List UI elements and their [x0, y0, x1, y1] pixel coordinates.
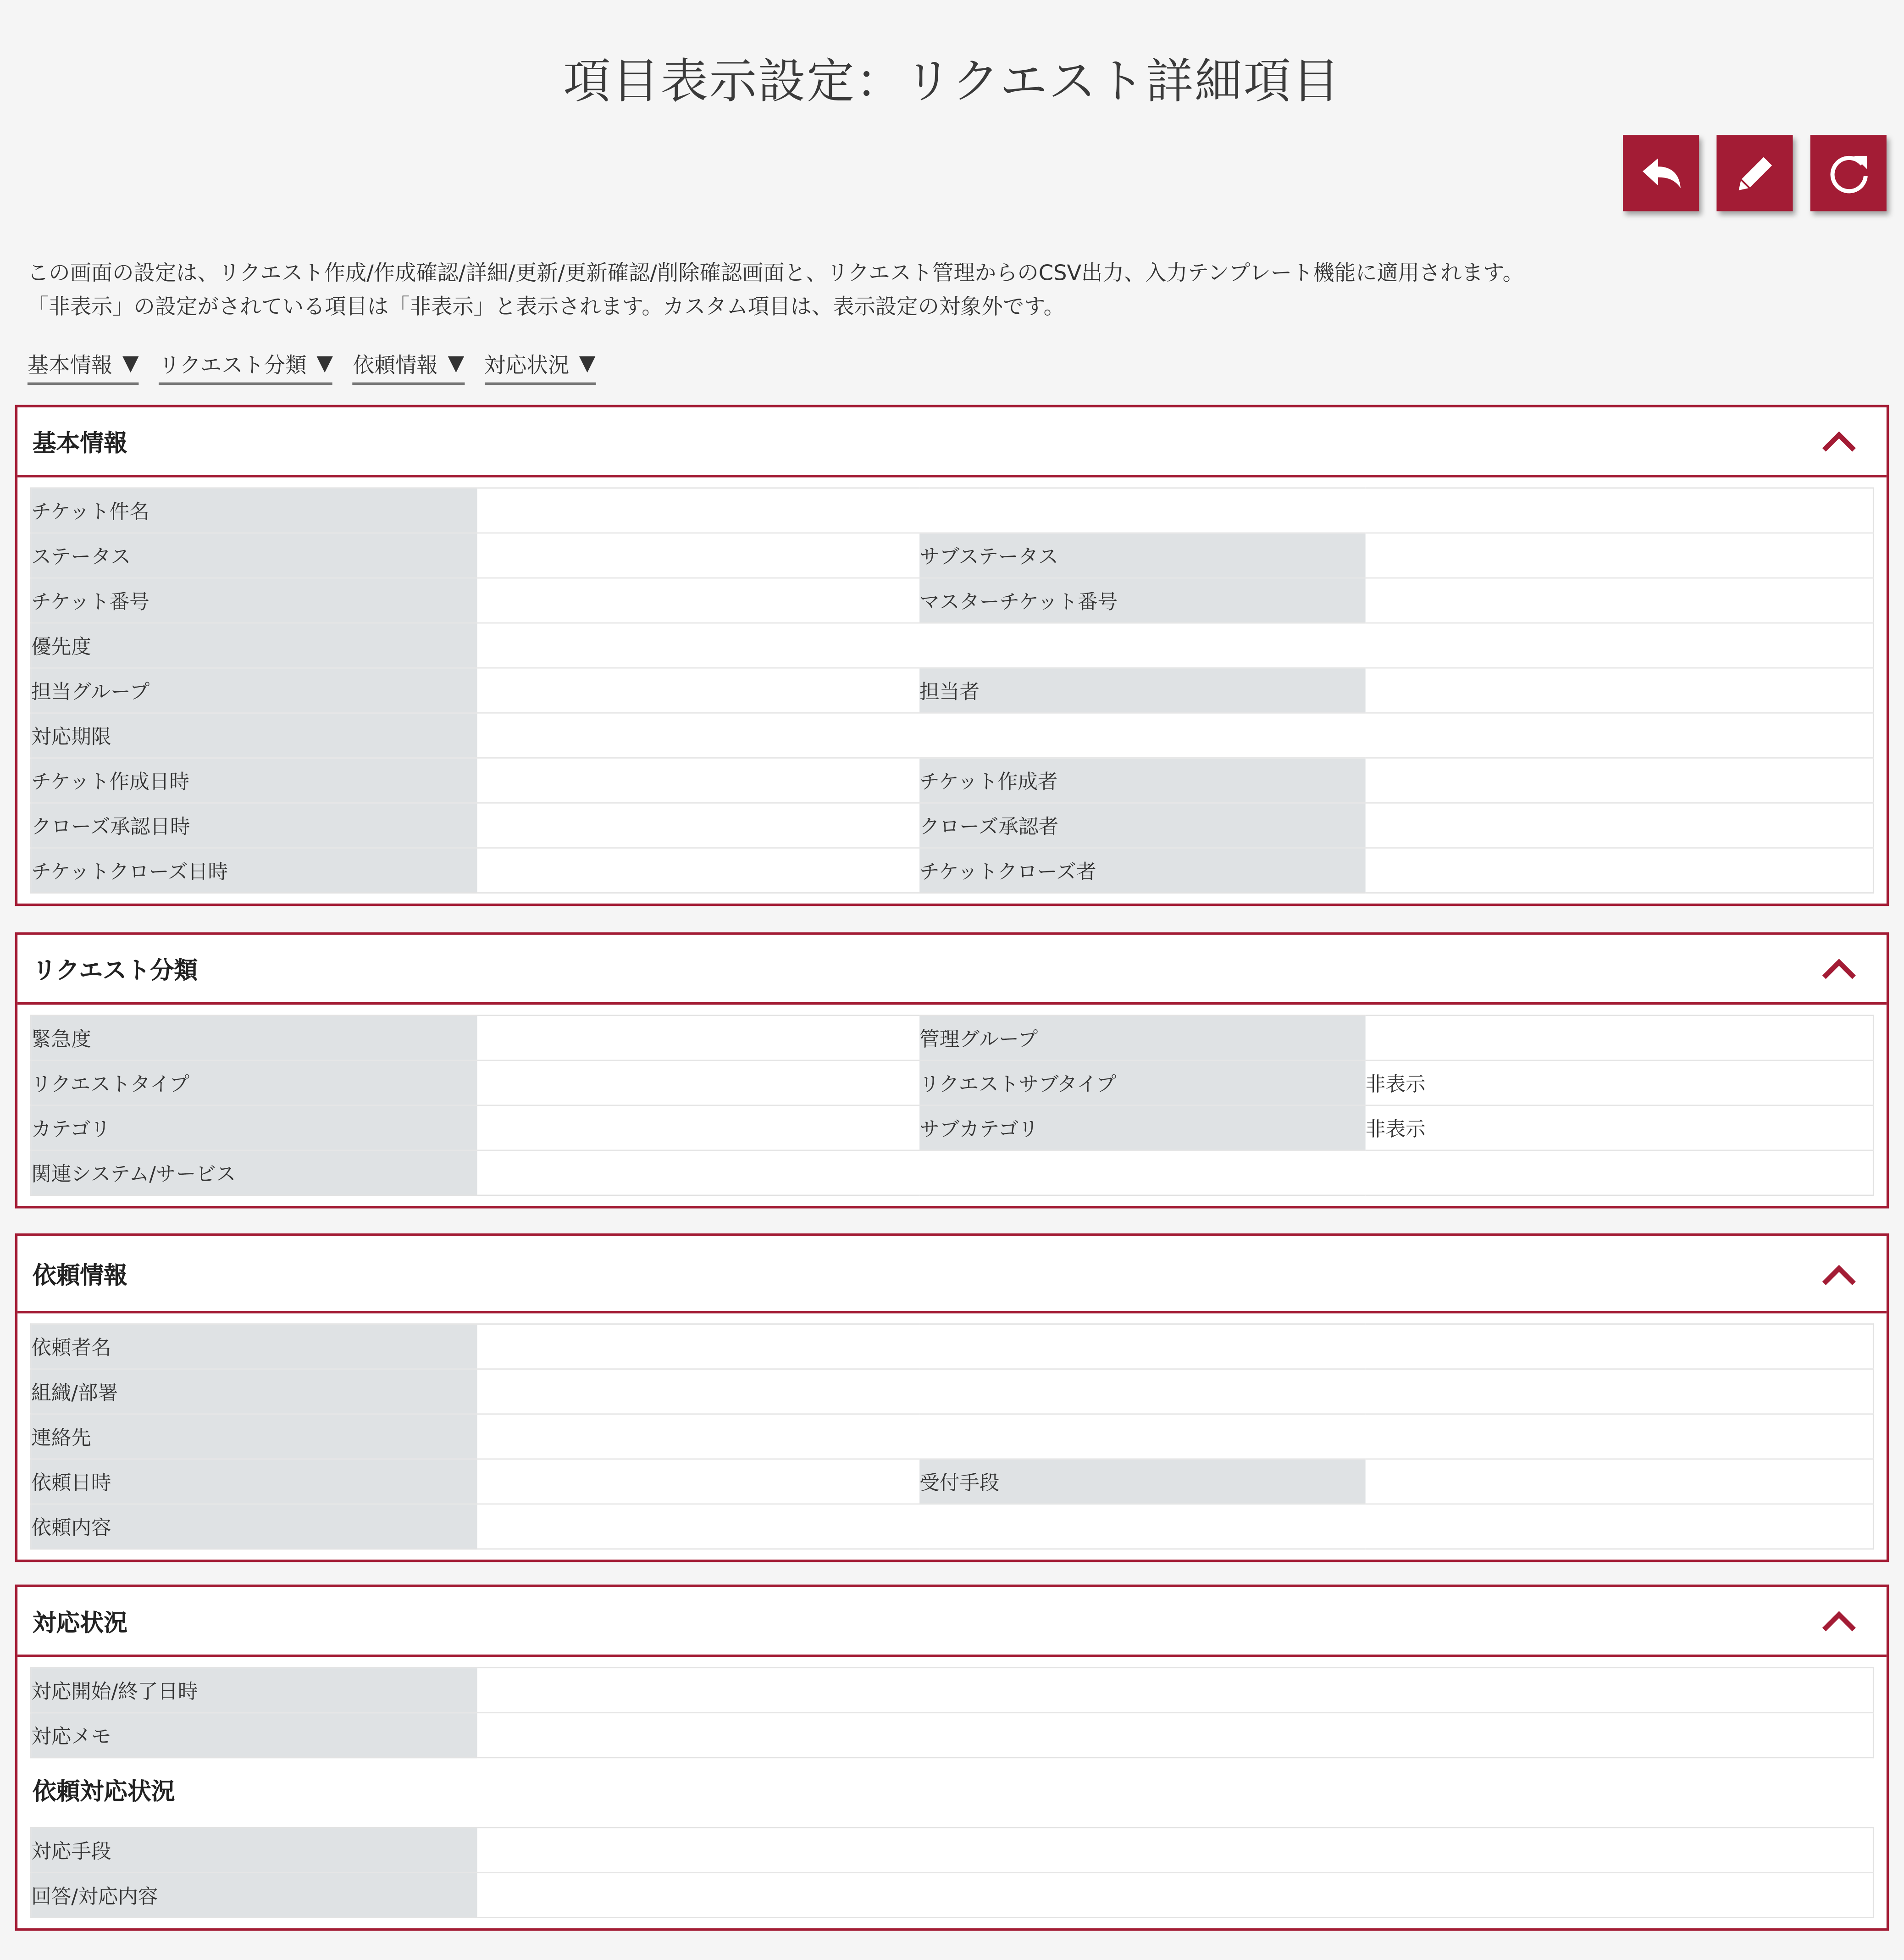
field-value: [477, 1369, 1874, 1414]
field-value-hidden: 非表示: [1366, 1105, 1873, 1150]
table-row: [31, 1016, 1873, 1061]
field-label: サブカテゴリ: [919, 1105, 1366, 1150]
notice-text: [28, 257, 1524, 325]
field-label: 対応期限: [31, 713, 477, 758]
subsection-title: 依頼対応状況: [32, 1778, 175, 1806]
section-title: 依頼情報: [32, 1261, 127, 1289]
field-value: [477, 758, 919, 803]
field-value: [477, 1105, 919, 1150]
field-table: [30, 1667, 1874, 1758]
refresh-icon: [1825, 150, 1872, 197]
jump-link-basic[interactable]: [28, 347, 139, 385]
field-label: 対応開始/終了日時: [31, 1668, 477, 1713]
field-label: クローズ承認者: [919, 803, 1366, 848]
triangle-down-icon: ▼: [316, 350, 333, 376]
chevron-up-icon[interactable]: [1821, 1263, 1856, 1286]
field-value: [477, 578, 919, 623]
table-row: [31, 1873, 1873, 1918]
jump-link-label: 基本情報: [27, 354, 113, 379]
chevron-up-icon[interactable]: [1821, 957, 1856, 980]
field-value: [477, 488, 1874, 533]
table-row: [31, 668, 1873, 713]
field-value: [1366, 803, 1873, 848]
chevron-up-icon[interactable]: [1821, 430, 1856, 452]
field-table: [30, 488, 1874, 894]
field-value: [477, 803, 919, 848]
field-label: 依頼日時: [31, 1459, 477, 1504]
notice-line-2: 「非表示」の設定がされている項目は「非表示」と表示されます。カスタム項目は、表示設定の対象外です。: [27, 294, 1065, 320]
field-value-hidden: 非表示: [1366, 1061, 1873, 1105]
field-value: [477, 1668, 1874, 1713]
table-row: [31, 1668, 1873, 1713]
jump-link-classification[interactable]: [159, 347, 333, 385]
jump-link-label: 対応状況: [484, 354, 570, 379]
page-title: 項目表示設定：リクエスト詳細項目: [563, 54, 1341, 109]
field-label: チケット番号: [31, 578, 477, 623]
field-value: [477, 668, 919, 713]
table-row: [31, 578, 1873, 623]
field-label: 依頼内容: [31, 1504, 477, 1549]
field-value: [477, 713, 1874, 758]
table-row: [31, 848, 1873, 893]
section-header[interactable]: [17, 1236, 1887, 1313]
field-table: [30, 1323, 1874, 1549]
field-value: [477, 1414, 1874, 1459]
field-label: チケットクローズ者: [919, 848, 1366, 893]
field-value: [1366, 668, 1873, 713]
field-label: ステータス: [31, 533, 477, 578]
jump-link-label: リクエスト分類: [159, 354, 307, 379]
table-row: [31, 488, 1873, 533]
table-row: [31, 533, 1873, 578]
section-header[interactable]: [17, 407, 1887, 478]
section-title: 基本情報: [32, 429, 127, 457]
table-row: [31, 1713, 1873, 1758]
table-row: [31, 1150, 1873, 1195]
field-label: 依頼者名: [31, 1324, 477, 1369]
back-button[interactable]: [1623, 135, 1699, 211]
jump-link-label: 依頼情報: [353, 354, 438, 379]
field-value: [1366, 758, 1873, 803]
field-label: 担当者: [919, 668, 1366, 713]
triangle-down-icon: ▼: [122, 350, 139, 376]
field-label: クローズ承認日時: [31, 803, 477, 848]
table-row: [31, 1827, 1873, 1872]
triangle-down-icon: ▼: [448, 350, 465, 376]
field-value: [1366, 848, 1873, 893]
field-value: [477, 1827, 1874, 1872]
field-label: サブステータス: [919, 533, 1366, 578]
field-value: [477, 533, 919, 578]
field-value: [1366, 1459, 1873, 1504]
section-request-info: [15, 1233, 1889, 1562]
field-label: チケットクローズ日時: [31, 848, 477, 893]
field-value: [477, 1150, 1874, 1195]
field-label: 受付手段: [919, 1459, 1366, 1504]
field-label: 対応手段: [31, 1827, 477, 1872]
field-label: 優先度: [31, 623, 477, 668]
reply-arrow-icon: [1637, 150, 1685, 197]
section-request-classification: [15, 932, 1889, 1208]
field-value: [477, 1324, 1874, 1369]
field-value: [477, 848, 919, 893]
field-label: 連絡先: [31, 1414, 477, 1459]
table-row: [31, 1105, 1873, 1150]
field-label: 関連システム/サービス: [31, 1150, 477, 1195]
field-table: [30, 1827, 1874, 1918]
field-label: カテゴリ: [31, 1105, 477, 1150]
table-row: [31, 1324, 1873, 1369]
field-label: リクエストサブタイプ: [919, 1061, 1366, 1105]
field-label: 担当グループ: [31, 668, 477, 713]
section-status: [15, 1585, 1889, 1931]
table-row: [31, 1061, 1873, 1105]
toolbar: [1623, 135, 1887, 211]
field-label: リクエストタイプ: [31, 1061, 477, 1105]
section-header[interactable]: [17, 935, 1887, 1005]
table-row: [31, 623, 1873, 668]
field-value: [477, 623, 1874, 668]
field-label: 組織/部署: [31, 1369, 477, 1414]
edit-button[interactable]: [1716, 135, 1793, 211]
pencil-icon: [1731, 150, 1779, 197]
field-value: [1366, 1016, 1873, 1061]
field-table: [30, 1015, 1874, 1196]
table-row: [31, 713, 1873, 758]
field-label: チケット作成日時: [31, 758, 477, 803]
table-row: [31, 803, 1873, 848]
table-row: [31, 1369, 1873, 1414]
jump-link-request[interactable]: [353, 347, 465, 385]
field-value: [477, 1873, 1874, 1918]
table-row: [31, 1414, 1873, 1459]
field-label: チケット件名: [31, 488, 477, 533]
table-row: [31, 1459, 1873, 1504]
field-value: [1366, 533, 1873, 578]
refresh-button[interactable]: [1810, 135, 1887, 211]
field-label: チケット作成者: [919, 758, 1366, 803]
field-label: 緊急度: [31, 1016, 477, 1061]
field-label: 回答/対応内容: [31, 1873, 477, 1918]
field-value: [477, 1061, 919, 1105]
section-jump-links: [28, 347, 596, 385]
field-label: マスターチケット番号: [919, 578, 1366, 623]
table-row: [31, 1504, 1873, 1549]
section-basic-info: [15, 405, 1889, 906]
jump-link-status[interactable]: [484, 347, 596, 385]
field-value: [477, 1459, 919, 1504]
field-value: [477, 1504, 1874, 1549]
section-title: リクエスト分類: [32, 956, 198, 984]
field-value: [477, 1016, 919, 1061]
field-label: 管理グループ: [919, 1016, 1366, 1061]
notice-line-1: この画面の設定は、リクエスト作成/作成確認/詳細/更新/更新確認/削除確認画面と、リクエスト管理からのCSV出力、入力テンプレート機能に適用されます。: [27, 261, 1524, 286]
table-row: [31, 758, 1873, 803]
triangle-down-icon: ▼: [579, 350, 596, 376]
field-label: 対応メモ: [31, 1713, 477, 1758]
section-title: 対応状況: [32, 1609, 127, 1637]
chevron-up-icon[interactable]: [1821, 1610, 1856, 1632]
field-value: [1366, 578, 1873, 623]
section-header[interactable]: [17, 1587, 1887, 1657]
field-value: [477, 1713, 1874, 1758]
